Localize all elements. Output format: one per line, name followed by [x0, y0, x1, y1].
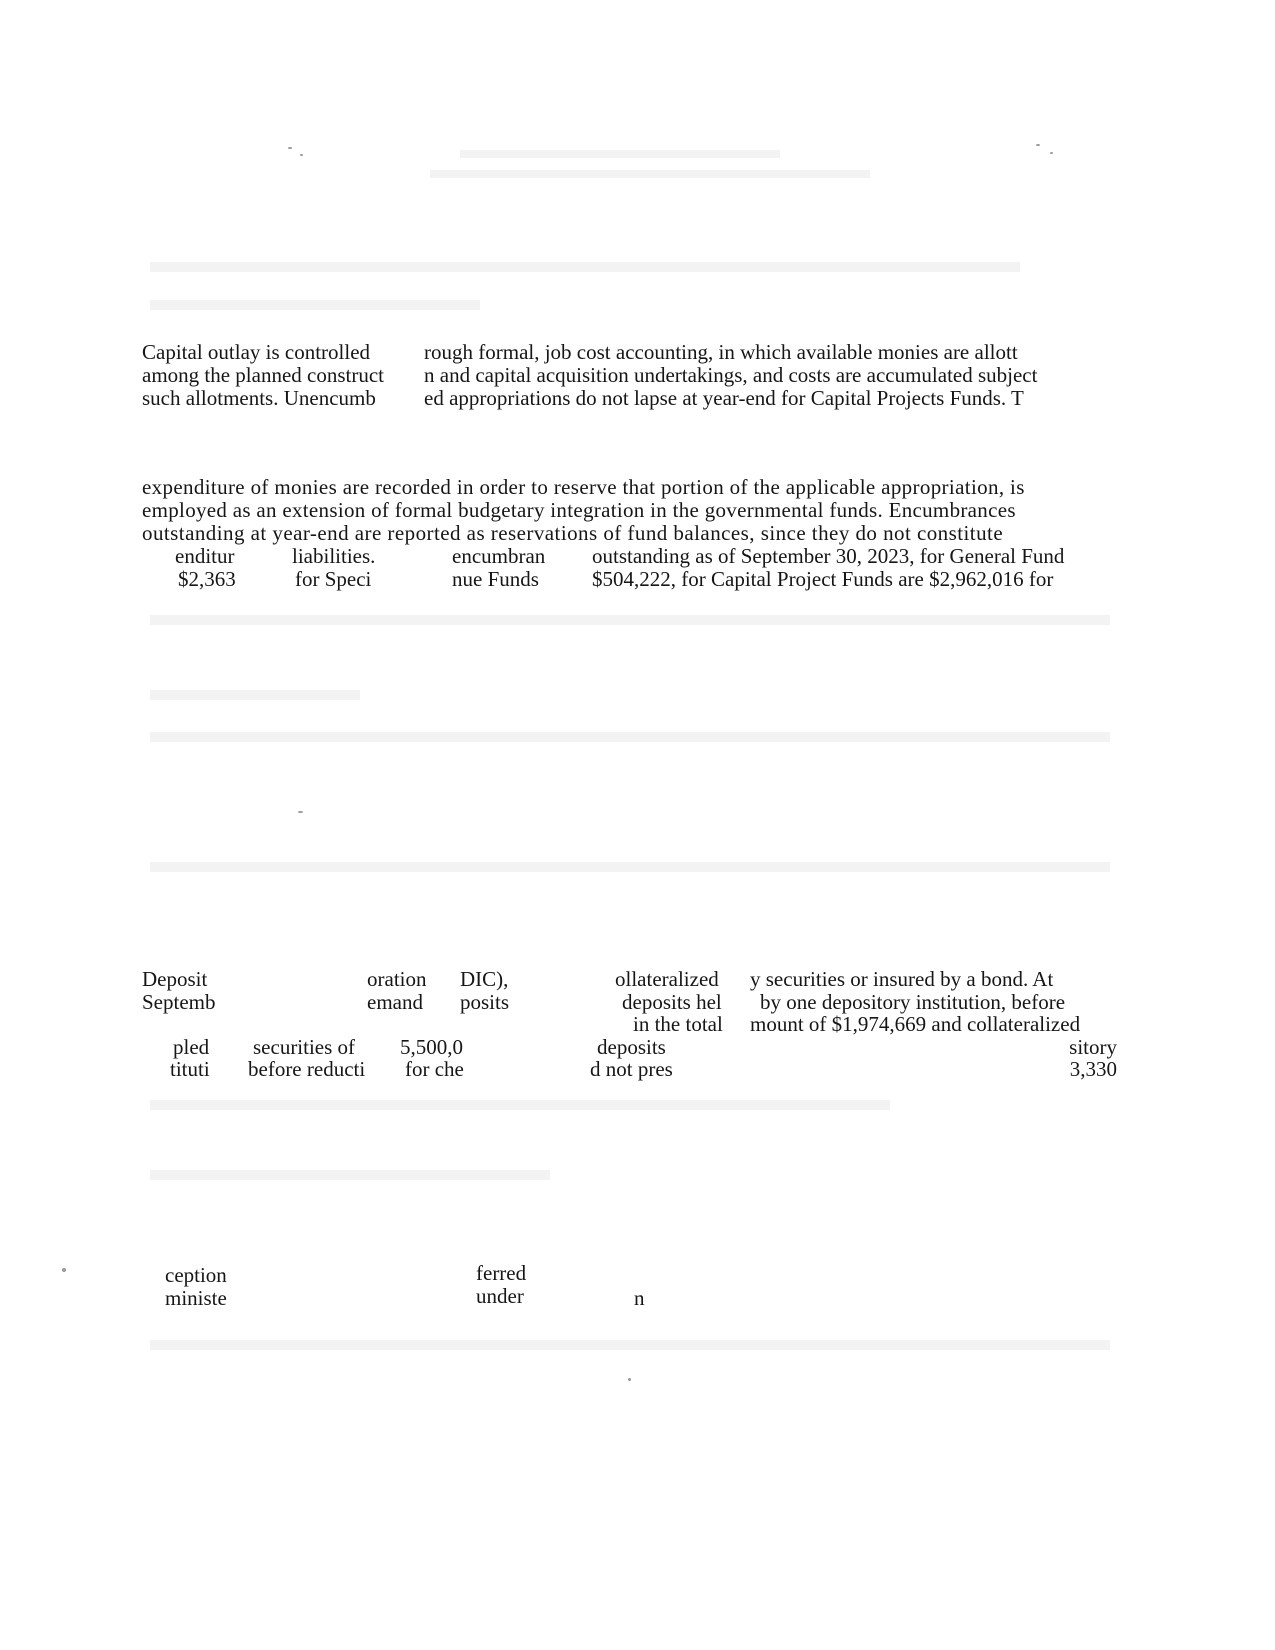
scan-speck — [300, 154, 303, 156]
text-fragment: outstanding as of September 30, 2023, for General Fund — [592, 544, 1065, 568]
text-fragment: d not pres — [590, 1057, 673, 1081]
faded-scan-band — [150, 262, 1020, 272]
text-fragment: securities of — [253, 1035, 356, 1059]
text-fragment: nue Funds — [452, 567, 539, 591]
text-fragment: mount of $1,974,669 and collateralized — [750, 1012, 1081, 1036]
text-fragment: n and capital acquisition undertakings, and costs are accumulated subject — [424, 363, 1038, 387]
text-fragment: under — [476, 1284, 524, 1308]
text-fragment: $504,222, for Capital Project Funds are $2,962,016 for — [592, 567, 1054, 591]
text-fragment: for che — [405, 1057, 464, 1081]
text-fragment: Septemb — [142, 990, 216, 1014]
text-fragment: ception — [165, 1263, 227, 1287]
faded-scan-band — [150, 300, 480, 310]
text-fragment: pled — [173, 1035, 210, 1059]
text-fragment: n — [634, 1286, 645, 1310]
text-fragment: Capital outlay is controlled — [142, 340, 371, 364]
text-fragment: such allotments. Unencumb — [142, 386, 376, 410]
scan-speck — [1050, 152, 1053, 154]
text-fragment: tituti — [170, 1057, 210, 1081]
faded-scan-band — [150, 862, 1110, 872]
text-fragment: y securities or insured by a bond. At — [750, 967, 1054, 991]
text-fragment: posits — [460, 990, 510, 1014]
text-fragment: 5,500,0 — [400, 1035, 463, 1059]
text-fragment: for Speci — [295, 567, 372, 591]
faded-scan-band — [150, 615, 1110, 625]
faded-scan-band — [150, 1340, 1110, 1350]
text-fragment: by one depository institution, before — [760, 990, 1066, 1014]
faded-scan-band — [460, 150, 780, 158]
text-fragment: ed appropriations do not lapse at year-end for Capital Projects Funds. T — [424, 386, 1024, 410]
text-fragment: ollateralized — [615, 967, 719, 991]
text-fragment: deposits hel — [622, 990, 722, 1014]
faded-scan-band — [150, 1170, 550, 1180]
text-fragment: enditur — [175, 544, 235, 568]
text-fragment: ministe — [165, 1286, 227, 1310]
text-fragment: oration — [367, 967, 427, 991]
scan-speck — [628, 1378, 631, 1381]
text-line: outstanding at year-end are reported as reservations of fund balances, since they do not constitute — [142, 521, 1004, 545]
text-fragment: DIC), — [460, 967, 509, 991]
text-fragment: among the planned construct — [142, 363, 385, 387]
text-fragment: rough formal, job cost accounting, in which available monies are allott — [424, 340, 1018, 364]
faded-scan-band — [150, 1100, 890, 1110]
text-line: employed as an extension of formal budgetary integration in the governmental funds. Encumbrances — [142, 498, 1016, 522]
text-fragment: before reducti — [248, 1057, 366, 1081]
text-fragment: sitory — [1069, 1035, 1117, 1059]
text-fragment: in the total — [633, 1012, 723, 1036]
text-fragment: liabilities. — [292, 544, 376, 568]
faded-scan-band — [430, 170, 870, 178]
faded-scan-band — [150, 732, 1110, 742]
text-line: expenditure of monies are recorded in order to reserve that portion of the applicable appropriation, is — [142, 475, 1025, 499]
text-fragment: $2,363 — [178, 567, 236, 591]
faded-scan-band — [150, 690, 360, 700]
scan-speck — [298, 811, 303, 813]
text-fragment: 3,330 — [1069, 1057, 1117, 1081]
scan-speck — [1036, 144, 1040, 146]
text-fragment: Deposit — [142, 967, 208, 991]
text-fragment: deposits — [597, 1035, 666, 1059]
text-fragment: ferred — [476, 1261, 527, 1285]
text-fragment: encumbran — [452, 544, 546, 568]
scan-speck — [288, 147, 292, 149]
text-fragment: emand — [367, 990, 423, 1014]
scan-speck — [62, 1268, 66, 1272]
